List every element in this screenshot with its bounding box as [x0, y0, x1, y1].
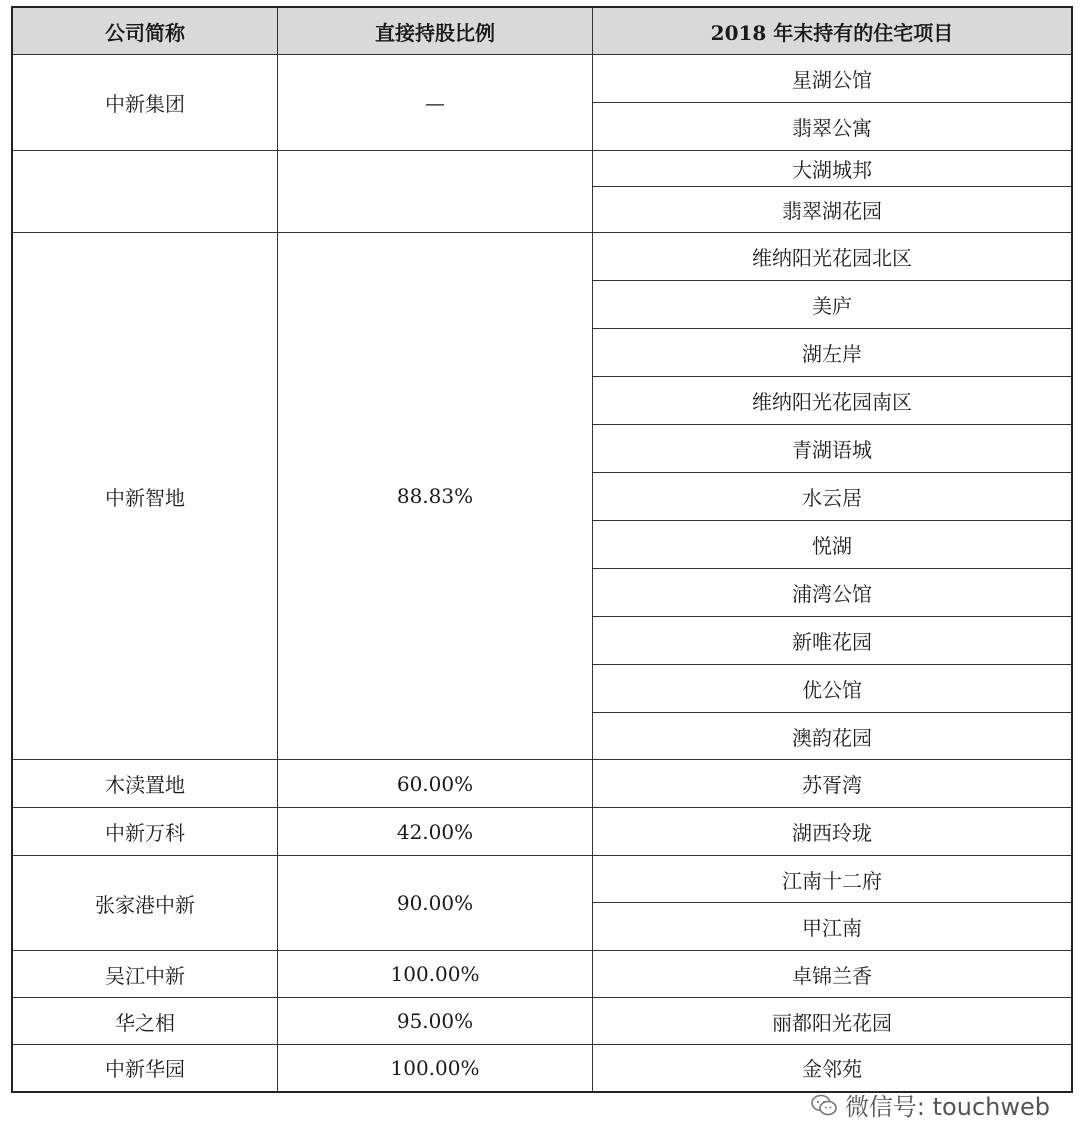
header-row: [12, 7, 1072, 55]
project-cell: 金邻苑: [593, 1045, 1073, 1092]
project-cell: 青湖语城: [593, 425, 1073, 473]
header-projects: 2018 年末持有的住宅项目: [593, 7, 1073, 55]
header-company: 公司简称: [12, 7, 278, 55]
watermark-text: 微信号: touchweb: [844, 1093, 1050, 1121]
company-cell: 吴江中新: [12, 951, 278, 998]
project-cell: 新唯花园: [593, 617, 1073, 665]
project-cell: 维纳阳光花园南区: [593, 377, 1073, 425]
company-cell: 中新万科: [12, 808, 278, 856]
project-cell: 甲江南: [593, 903, 1073, 951]
project-cell: 维纳阳光花园北区: [593, 233, 1073, 281]
ratio-cell: [278, 151, 593, 233]
ratio-cell: 60.00%: [278, 760, 593, 808]
project-cell: 湖西玲珑: [593, 808, 1073, 856]
table-row: [12, 1045, 1072, 1092]
project-cell: 浦湾公馆: [593, 569, 1073, 617]
project-cell: 湖左岸: [593, 329, 1073, 377]
header-ratio: 直接持股比例: [278, 7, 593, 55]
ratio-cell: 90.00%: [278, 856, 593, 951]
holdings-table: [11, 6, 1073, 1093]
table-row: [12, 55, 1072, 103]
project-cell: 水云居: [593, 473, 1073, 521]
project-cell: 苏胥湾: [593, 760, 1073, 808]
company-cell: 华之相: [12, 998, 278, 1045]
table-row: [12, 856, 1072, 903]
ratio-cell: 100.00%: [278, 951, 593, 998]
project-cell: 大湖城邦: [593, 151, 1073, 187]
ratio-cell: 100.00%: [278, 1045, 593, 1092]
table-row: [12, 760, 1072, 808]
table-row: [12, 808, 1072, 856]
project-cell: 卓锦兰香: [593, 951, 1073, 998]
table-row: [12, 151, 1072, 187]
company-cell: 中新华园: [12, 1045, 278, 1092]
project-cell: 星湖公馆: [593, 55, 1073, 103]
table-row: [12, 233, 1072, 281]
company-cell: 木渎置地: [12, 760, 278, 808]
project-cell: 丽都阳光花园: [593, 998, 1073, 1045]
project-cell: 翡翠湖花园: [593, 187, 1073, 233]
company-cell: 中新集团: [12, 55, 278, 151]
project-cell: 江南十二府: [593, 856, 1073, 903]
table-row: [12, 951, 1072, 998]
project-cell: 优公馆: [593, 665, 1073, 713]
ratio-cell: 42.00%: [278, 808, 593, 856]
project-cell: 翡翠公寓: [593, 103, 1073, 151]
company-cell: 中新智地: [12, 233, 278, 760]
project-cell: 美庐: [593, 281, 1073, 329]
project-cell: 澳韵花园: [593, 713, 1073, 760]
table-row: [12, 998, 1072, 1045]
ratio-cell: —: [278, 55, 593, 151]
project-cell: 悦湖: [593, 521, 1073, 569]
ratio-cell: 88.83%: [278, 233, 593, 760]
ratio-cell: 95.00%: [278, 998, 593, 1045]
wechat-icon: [811, 1094, 837, 1116]
company-cell: 张家港中新: [12, 856, 278, 951]
company-cell: [12, 151, 278, 233]
watermark: [811, 1087, 1050, 1122]
table-body: [12, 55, 1072, 1092]
